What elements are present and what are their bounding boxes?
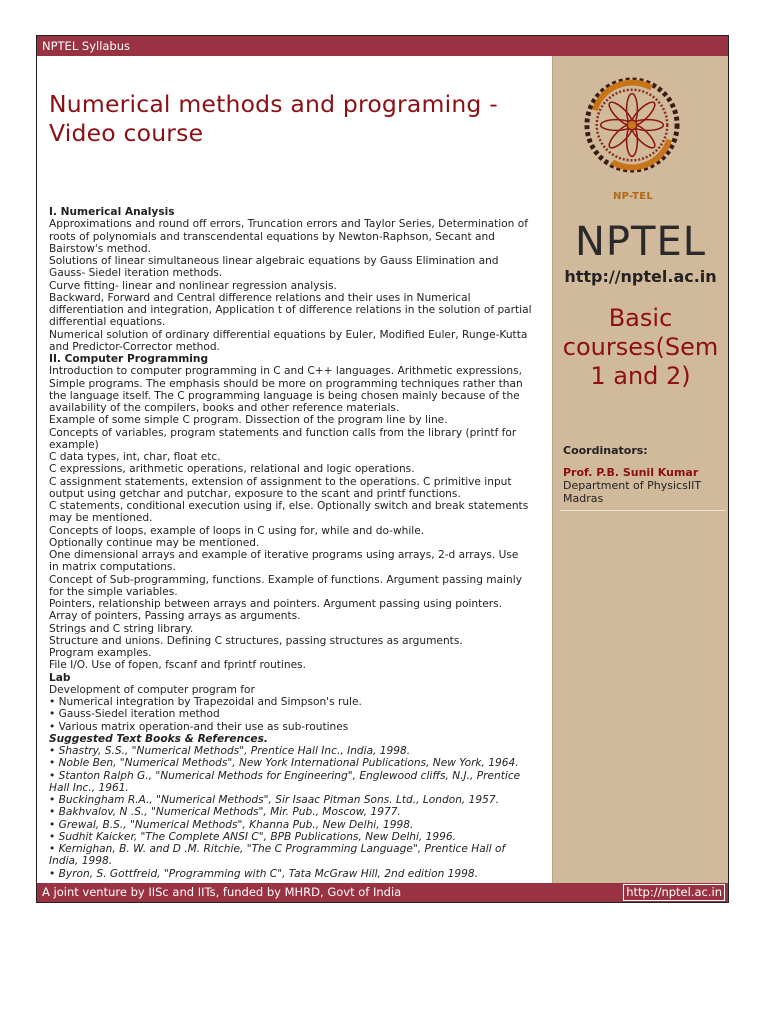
syllabus-line: C assignment statements, extension of assignment to the operations. C primitive input bbox=[49, 475, 512, 488]
syllabus-line: Backward, Forward and Central difference relations and their uses in Numerical bbox=[49, 291, 471, 304]
course-type bbox=[553, 304, 728, 391]
page-frame bbox=[36, 35, 729, 903]
page-title: Numerical methods and programing - Video course bbox=[49, 90, 498, 147]
syllabus-line: Simple programs. The emphasis should be more on programming techniques rather than bbox=[49, 377, 523, 390]
syllabus-line: output using getchar and putchar, exposure to the scant and printf functions. bbox=[49, 487, 461, 500]
syllabus-line: C data types, int, char, float etc. bbox=[49, 451, 221, 463]
coordinator-department: Department of PhysicsIIT Madras bbox=[563, 479, 702, 505]
syllabus-line: C expressions, arithmetic operations, relational and logic operations. bbox=[49, 463, 415, 476]
coordinator-name: Prof. P.B. Sunil Kumar bbox=[563, 466, 699, 479]
syllabus-line: Pointers, relationship between arrays and pointers. Argument passing using pointers. bbox=[49, 598, 503, 610]
brand-url: http://nptel.ac.in bbox=[564, 267, 717, 286]
syllabus-line: C statements, conditional execution using if, else. Optionally switch and break statements bbox=[49, 500, 529, 512]
syllabus-line: I. Numerical Analysis bbox=[49, 206, 175, 218]
syllabus-line: Bairstow's method. bbox=[49, 242, 151, 255]
syllabus-line: • Buckingham R.A., "Numerical Methods", Sir Isaac Pitman Sons. Ltd., London, 1957. bbox=[49, 794, 499, 806]
course-type-line: Basic bbox=[608, 304, 673, 332]
syllabus-line: • Shastry, S.S., "Numerical Methods", Prentice Hall Inc., India, 1998. bbox=[49, 745, 411, 757]
syllabus-line: roots of polynomials and transcendental equations by Newton-Raphson, Secant and bbox=[49, 230, 495, 243]
syllabus-line: Development of computer program for bbox=[49, 683, 255, 696]
syllabus-line: File I/O. Use of fopen, fscanf and fprintf routines. bbox=[49, 659, 306, 672]
brand-title: NPTEL bbox=[574, 219, 707, 265]
syllabus-line: Gauss- Siedel iteration methods. bbox=[49, 267, 223, 280]
syllabus-text bbox=[49, 206, 549, 880]
divider bbox=[560, 510, 726, 511]
syllabus-line: for the simple variables. bbox=[49, 585, 178, 598]
syllabus-line: Example of some simple C program. Dissection of the program line by line. bbox=[49, 414, 448, 427]
syllabus-line: II. Computer Programming bbox=[49, 353, 209, 365]
syllabus-line: Optionally continue may be mentioned. bbox=[49, 536, 260, 549]
syllabus-line: Program examples. bbox=[49, 647, 152, 659]
syllabus-line: Numerical solution of ordinary differential equations by Euler, Modified Euler, Runge-Kutta bbox=[49, 328, 528, 341]
syllabus-line: Concepts of variables, program statements and function calls from the library (printf for bbox=[49, 426, 517, 439]
syllabus-line: Structure and unions. Defining C structures, passing structures as arguments. bbox=[49, 634, 463, 647]
syllabus-line: One dimensional arrays and example of iterative programs using arrays, 2-d arrays. Use bbox=[49, 549, 519, 561]
syllabus-line: • Grewal, B.S., "Numerical Methods", Khanna Pub., New Delhi, 1998. bbox=[49, 818, 414, 831]
nptel-logo-icon bbox=[583, 76, 681, 174]
syllabus-line: Concept of Sub-programming, functions. Example of functions. Argument passing mainly bbox=[49, 573, 522, 586]
syllabus-line: • Various matrix operation-and their use as sub-routines bbox=[49, 720, 349, 733]
syllabus-line: • Sudhit Kaicker, "The Complete ANSI C", BPB Publications, New Delhi, 1996. bbox=[49, 830, 456, 843]
syllabus-line: Curve fitting- linear and nonlinear regression analysis. bbox=[49, 279, 337, 292]
course-type-line: 1 and 2) bbox=[590, 362, 691, 390]
syllabus-line: • Noble Ben, "Numerical Methods", New York International Publications, New York, 1964. bbox=[49, 757, 519, 770]
syllabus-line: in matrix computations. bbox=[49, 561, 176, 574]
syllabus-line: Introduction to computer programming in C and C++ languages. Arithmetic expressions, bbox=[49, 365, 523, 378]
coordinators-label: Coordinators: bbox=[563, 444, 648, 457]
sidebar bbox=[552, 56, 728, 883]
syllabus-line: Strings and C string library. bbox=[49, 622, 194, 635]
syllabus-line: Suggested Text Books & References. bbox=[49, 732, 268, 745]
syllabus-line: Array of pointers, Passing arrays as arguments. bbox=[49, 610, 301, 623]
syllabus-line: • Stanton Ralph G., "Numerical Methods for Engineering", Englewood cliffs, N.J., Prentice bbox=[49, 769, 521, 782]
syllabus-line: Hall Inc., 1961. bbox=[49, 781, 129, 794]
syllabus-line: • Numerical integration by Trapezoidal and Simpson's rule. bbox=[49, 696, 362, 708]
syllabus-line: Lab bbox=[49, 671, 71, 684]
syllabus-line: India, 1998. bbox=[49, 855, 113, 868]
footer-text: A joint venture by IISc and IITs, funded by MHRD, Govt of India bbox=[42, 885, 402, 899]
syllabus-line: • Byron, S. Gottfreid, "Programming with C", Tata McGraw Hill, 2nd edition 1998. bbox=[49, 867, 478, 880]
bottom-bar bbox=[37, 883, 728, 902]
footer-link[interactable]: http://nptel.ac.in bbox=[623, 884, 725, 901]
syllabus-line: may be mentioned. bbox=[49, 512, 153, 525]
header-label: NPTEL Syllabus bbox=[42, 39, 131, 53]
syllabus-line: the language itself. The C programming language is being chosen mainly because of the bbox=[49, 389, 520, 402]
syllabus-line: Approximations and round off errors, Truncation errors and Taylor Series, Determination of bbox=[49, 218, 528, 231]
syllabus-line: • Bakhvalov, N .S., "Numerical Methods", Mir. Pub., Moscow, 1977. bbox=[49, 806, 401, 819]
top-bar bbox=[37, 36, 728, 56]
syllabus-line: • Kernighan, B. W. and D .M. Ritchie, "The C Programming Language", Prentice Hall of bbox=[49, 843, 506, 855]
syllabus-line: • Gauss-Siedel iteration method bbox=[49, 708, 220, 721]
syllabus-line: example) bbox=[49, 438, 99, 451]
syllabus-line: availability of the compilers, books and other reference materials. bbox=[49, 402, 400, 414]
syllabus-line: differential equations. bbox=[49, 316, 166, 329]
syllabus-line: and Predictor-Corrector method. bbox=[49, 340, 220, 353]
course-type-line: courses(Sem bbox=[562, 333, 719, 361]
syllabus-line: differentiation and integration, Application t of difference relations in the solution of partial bbox=[49, 304, 532, 316]
syllabus-line: Solutions of linear simultaneous linear algebraic equations by Gauss Elimination and bbox=[49, 255, 499, 267]
logo-wordmark: NP-TEL bbox=[613, 191, 654, 202]
syllabus-line: Concepts of loops, example of loops in C using for, while and do-while. bbox=[49, 524, 425, 537]
